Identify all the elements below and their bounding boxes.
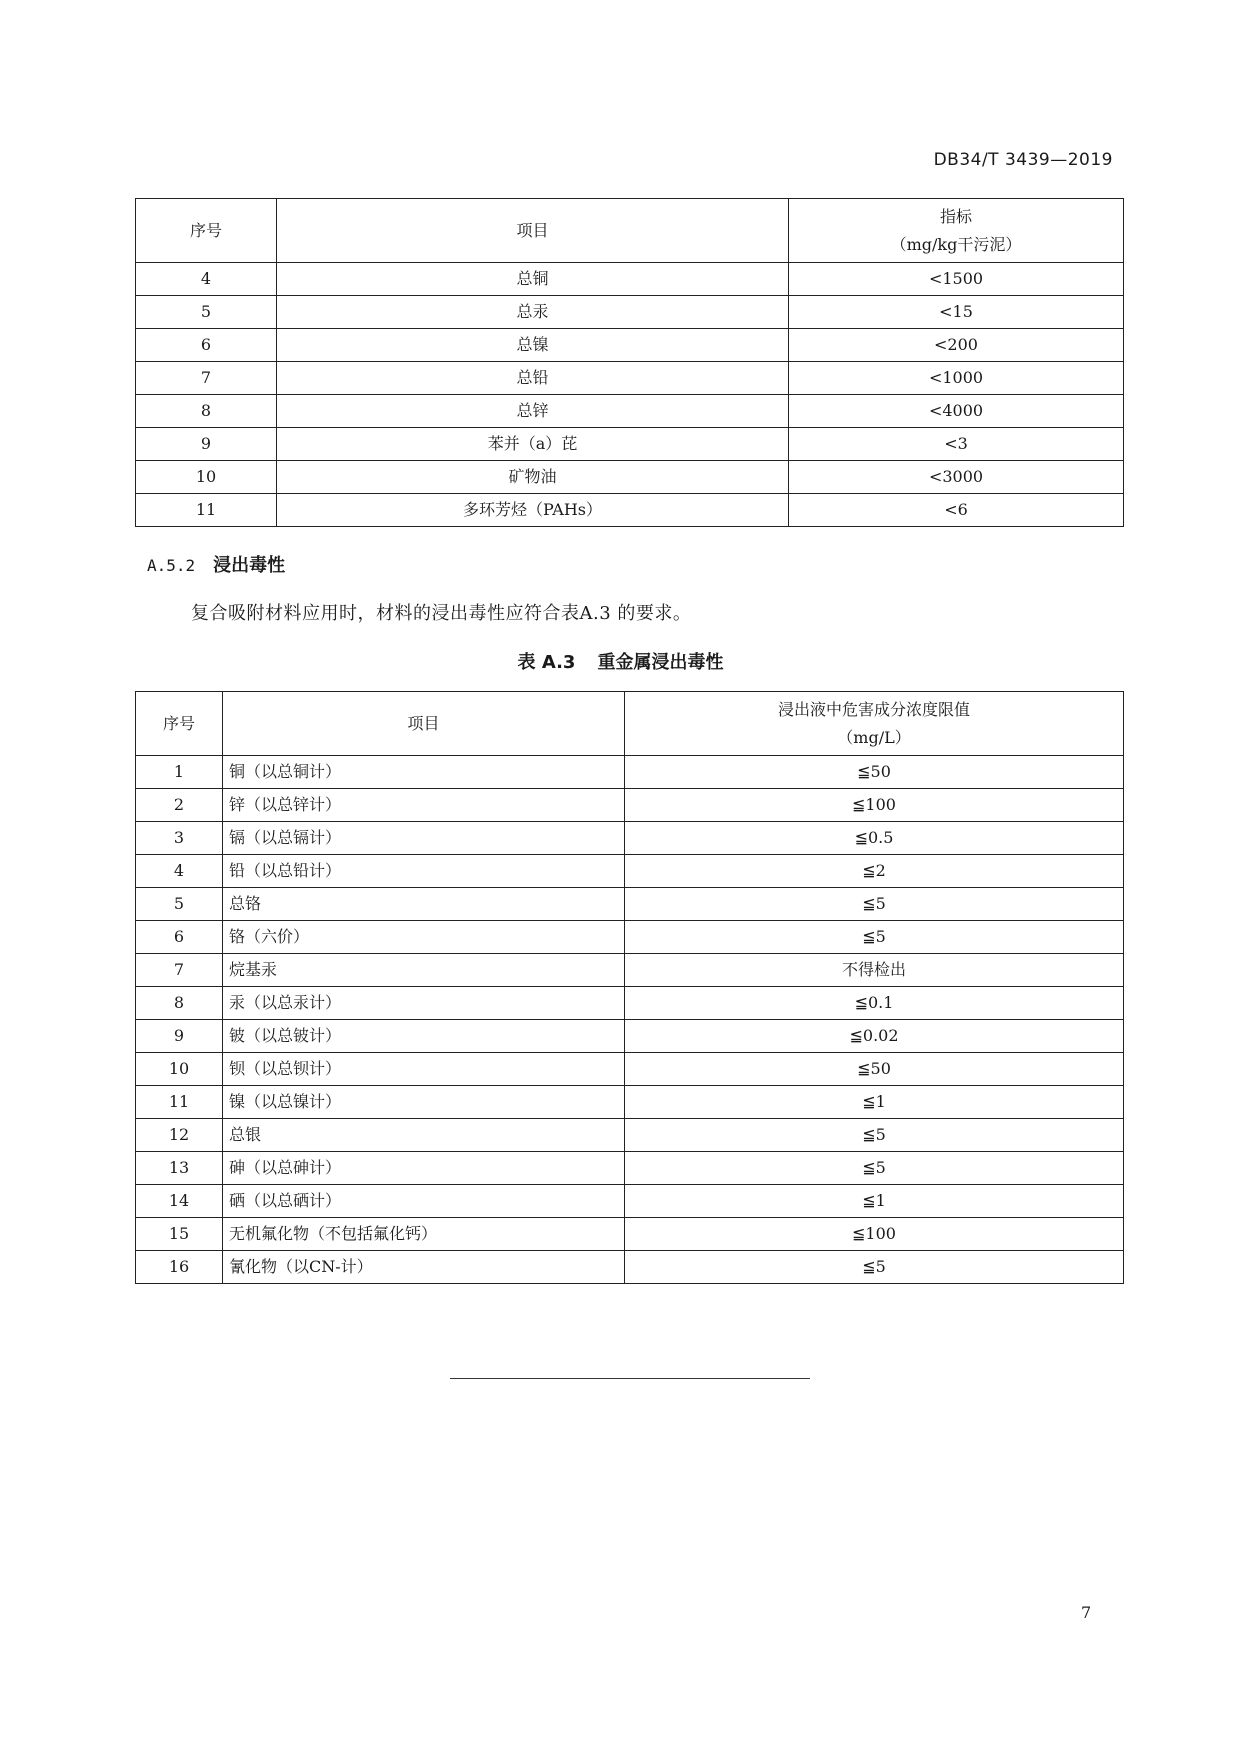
table-row [136, 921, 1124, 954]
cell-seq: 10 [136, 461, 277, 494]
cell-seq: 7 [136, 954, 223, 987]
cell-seq: 8 [136, 987, 223, 1020]
header-limit-title: 浸出液中危害成分浓度限值 [777, 699, 970, 719]
section-number: A.5.2 [147, 556, 196, 575]
cell-value: <15 [789, 296, 1124, 329]
cell-value: <3000 [789, 461, 1124, 494]
header-limit-unit: （mg/L） [837, 727, 911, 747]
table-row [136, 296, 1124, 329]
header-seq: 序号 [136, 692, 223, 756]
cell-value: ≦0.02 [625, 1020, 1124, 1053]
cell-item: 镍（以总镍计） [223, 1086, 625, 1119]
cell-seq: 2 [136, 789, 223, 822]
cell-value: ≦0.5 [625, 822, 1124, 855]
cell-value: ≦100 [625, 789, 1124, 822]
table-caption [0, 648, 1241, 674]
table-row [136, 395, 1124, 428]
cell-value: ≦5 [625, 888, 1124, 921]
cell-seq: 5 [136, 296, 277, 329]
cell-item: 总银 [223, 1119, 625, 1152]
document-code: DB34/T 3439—2019 [933, 150, 1113, 170]
cell-item: 铅（以总铅计） [223, 855, 625, 888]
cell-item: 铍（以总铍计） [223, 1020, 625, 1053]
cell-value: ≦2 [625, 855, 1124, 888]
header-index-title: 指标 [939, 206, 972, 226]
cell-seq: 7 [136, 362, 277, 395]
table-row [136, 263, 1124, 296]
table-sludge-limits [135, 198, 1124, 527]
table-row [136, 1251, 1124, 1284]
header-item: 项目 [223, 692, 625, 756]
cell-seq: 11 [136, 1086, 223, 1119]
table-row [136, 1185, 1124, 1218]
cell-value: <1000 [789, 362, 1124, 395]
table-header-row [136, 692, 1124, 756]
header-limit [625, 692, 1124, 756]
cell-item: 总铅 [277, 362, 789, 395]
cell-seq: 14 [136, 1185, 223, 1218]
table-row [136, 789, 1124, 822]
header-index [789, 199, 1124, 263]
cell-value: ≦1 [625, 1185, 1124, 1218]
end-rule [450, 1378, 810, 1379]
table-row [136, 1218, 1124, 1251]
table-leaching-toxicity [135, 691, 1124, 1284]
cell-item: 总镍 [277, 329, 789, 362]
cell-value: ≦1 [625, 1086, 1124, 1119]
table-caption-title: 重金属浸出毒性 [597, 652, 724, 673]
cell-item: 无机氟化物（不包括氟化钙） [223, 1218, 625, 1251]
cell-value: ≦50 [625, 1053, 1124, 1086]
cell-item: 矿物油 [277, 461, 789, 494]
table-row [136, 494, 1124, 527]
cell-item: 钡（以总钡计） [223, 1053, 625, 1086]
table-body [136, 756, 1124, 1284]
cell-item: 铜（以总铜计） [223, 756, 625, 789]
table-row [136, 987, 1124, 1020]
cell-seq: 9 [136, 1020, 223, 1053]
cell-value: ≦5 [625, 1251, 1124, 1284]
cell-value: <6 [789, 494, 1124, 527]
cell-value: <3 [789, 428, 1124, 461]
cell-seq: 10 [136, 1053, 223, 1086]
cell-seq: 9 [136, 428, 277, 461]
cell-item: 总锌 [277, 395, 789, 428]
cell-value: 不得检出 [625, 954, 1124, 987]
table-row [136, 1020, 1124, 1053]
cell-item: 苯并（a）芘 [277, 428, 789, 461]
table-row [136, 1119, 1124, 1152]
table-row [136, 954, 1124, 987]
table-header-row [136, 199, 1124, 263]
cell-value: <1500 [789, 263, 1124, 296]
cell-seq: 1 [136, 756, 223, 789]
cell-item: 烷基汞 [223, 954, 625, 987]
body-paragraph: 复合吸附材料应用时，材料的浸出毒性应符合表A.3 的要求。 [191, 603, 692, 624]
cell-item: 硒（以总硒计） [223, 1185, 625, 1218]
cell-seq: 13 [136, 1152, 223, 1185]
table-row [136, 888, 1124, 921]
cell-seq: 15 [136, 1218, 223, 1251]
header-item: 项目 [277, 199, 789, 263]
cell-item: 总铜 [277, 263, 789, 296]
table-body [136, 263, 1124, 527]
table-row [136, 1053, 1124, 1086]
cell-seq: 4 [136, 855, 223, 888]
cell-item: 多环芳烃（PAHs） [277, 494, 789, 527]
cell-seq: 3 [136, 822, 223, 855]
cell-value: ≦5 [625, 1152, 1124, 1185]
section-heading [147, 551, 285, 577]
cell-item: 总铬 [223, 888, 625, 921]
table-row [136, 428, 1124, 461]
table-row [136, 756, 1124, 789]
cell-item: 汞（以总汞计） [223, 987, 625, 1020]
cell-value: <4000 [789, 395, 1124, 428]
table-row [136, 461, 1124, 494]
table-row [136, 855, 1124, 888]
cell-value: ≦0.1 [625, 987, 1124, 1020]
cell-seq: 6 [136, 329, 277, 362]
cell-value: ≦50 [625, 756, 1124, 789]
cell-seq: 6 [136, 921, 223, 954]
cell-item: 总汞 [277, 296, 789, 329]
cell-seq: 12 [136, 1119, 223, 1152]
cell-seq: 16 [136, 1251, 223, 1284]
cell-item: 镉（以总镉计） [223, 822, 625, 855]
cell-item: 铬（六价） [223, 921, 625, 954]
page-number: 7 [1081, 1603, 1092, 1622]
cell-value: ≦5 [625, 1119, 1124, 1152]
cell-seq: 11 [136, 494, 277, 527]
cell-item: 氰化物（以CN-计） [223, 1251, 625, 1284]
header-index-unit: （mg/kg干污泥） [890, 234, 1022, 254]
cell-seq: 5 [136, 888, 223, 921]
table-row [136, 1086, 1124, 1119]
cell-value: <200 [789, 329, 1124, 362]
cell-seq: 8 [136, 395, 277, 428]
table-row [136, 329, 1124, 362]
section-title: 浸出毒性 [213, 555, 286, 576]
table-row [136, 362, 1124, 395]
table-row [136, 822, 1124, 855]
header-seq: 序号 [136, 199, 277, 263]
cell-value: ≦5 [625, 921, 1124, 954]
table-caption-number: 表 A.3 [517, 652, 576, 673]
table-row [136, 1152, 1124, 1185]
cell-item: 锌（以总锌计） [223, 789, 625, 822]
cell-value: ≦100 [625, 1218, 1124, 1251]
cell-item: 砷（以总砷计） [223, 1152, 625, 1185]
cell-seq: 4 [136, 263, 277, 296]
